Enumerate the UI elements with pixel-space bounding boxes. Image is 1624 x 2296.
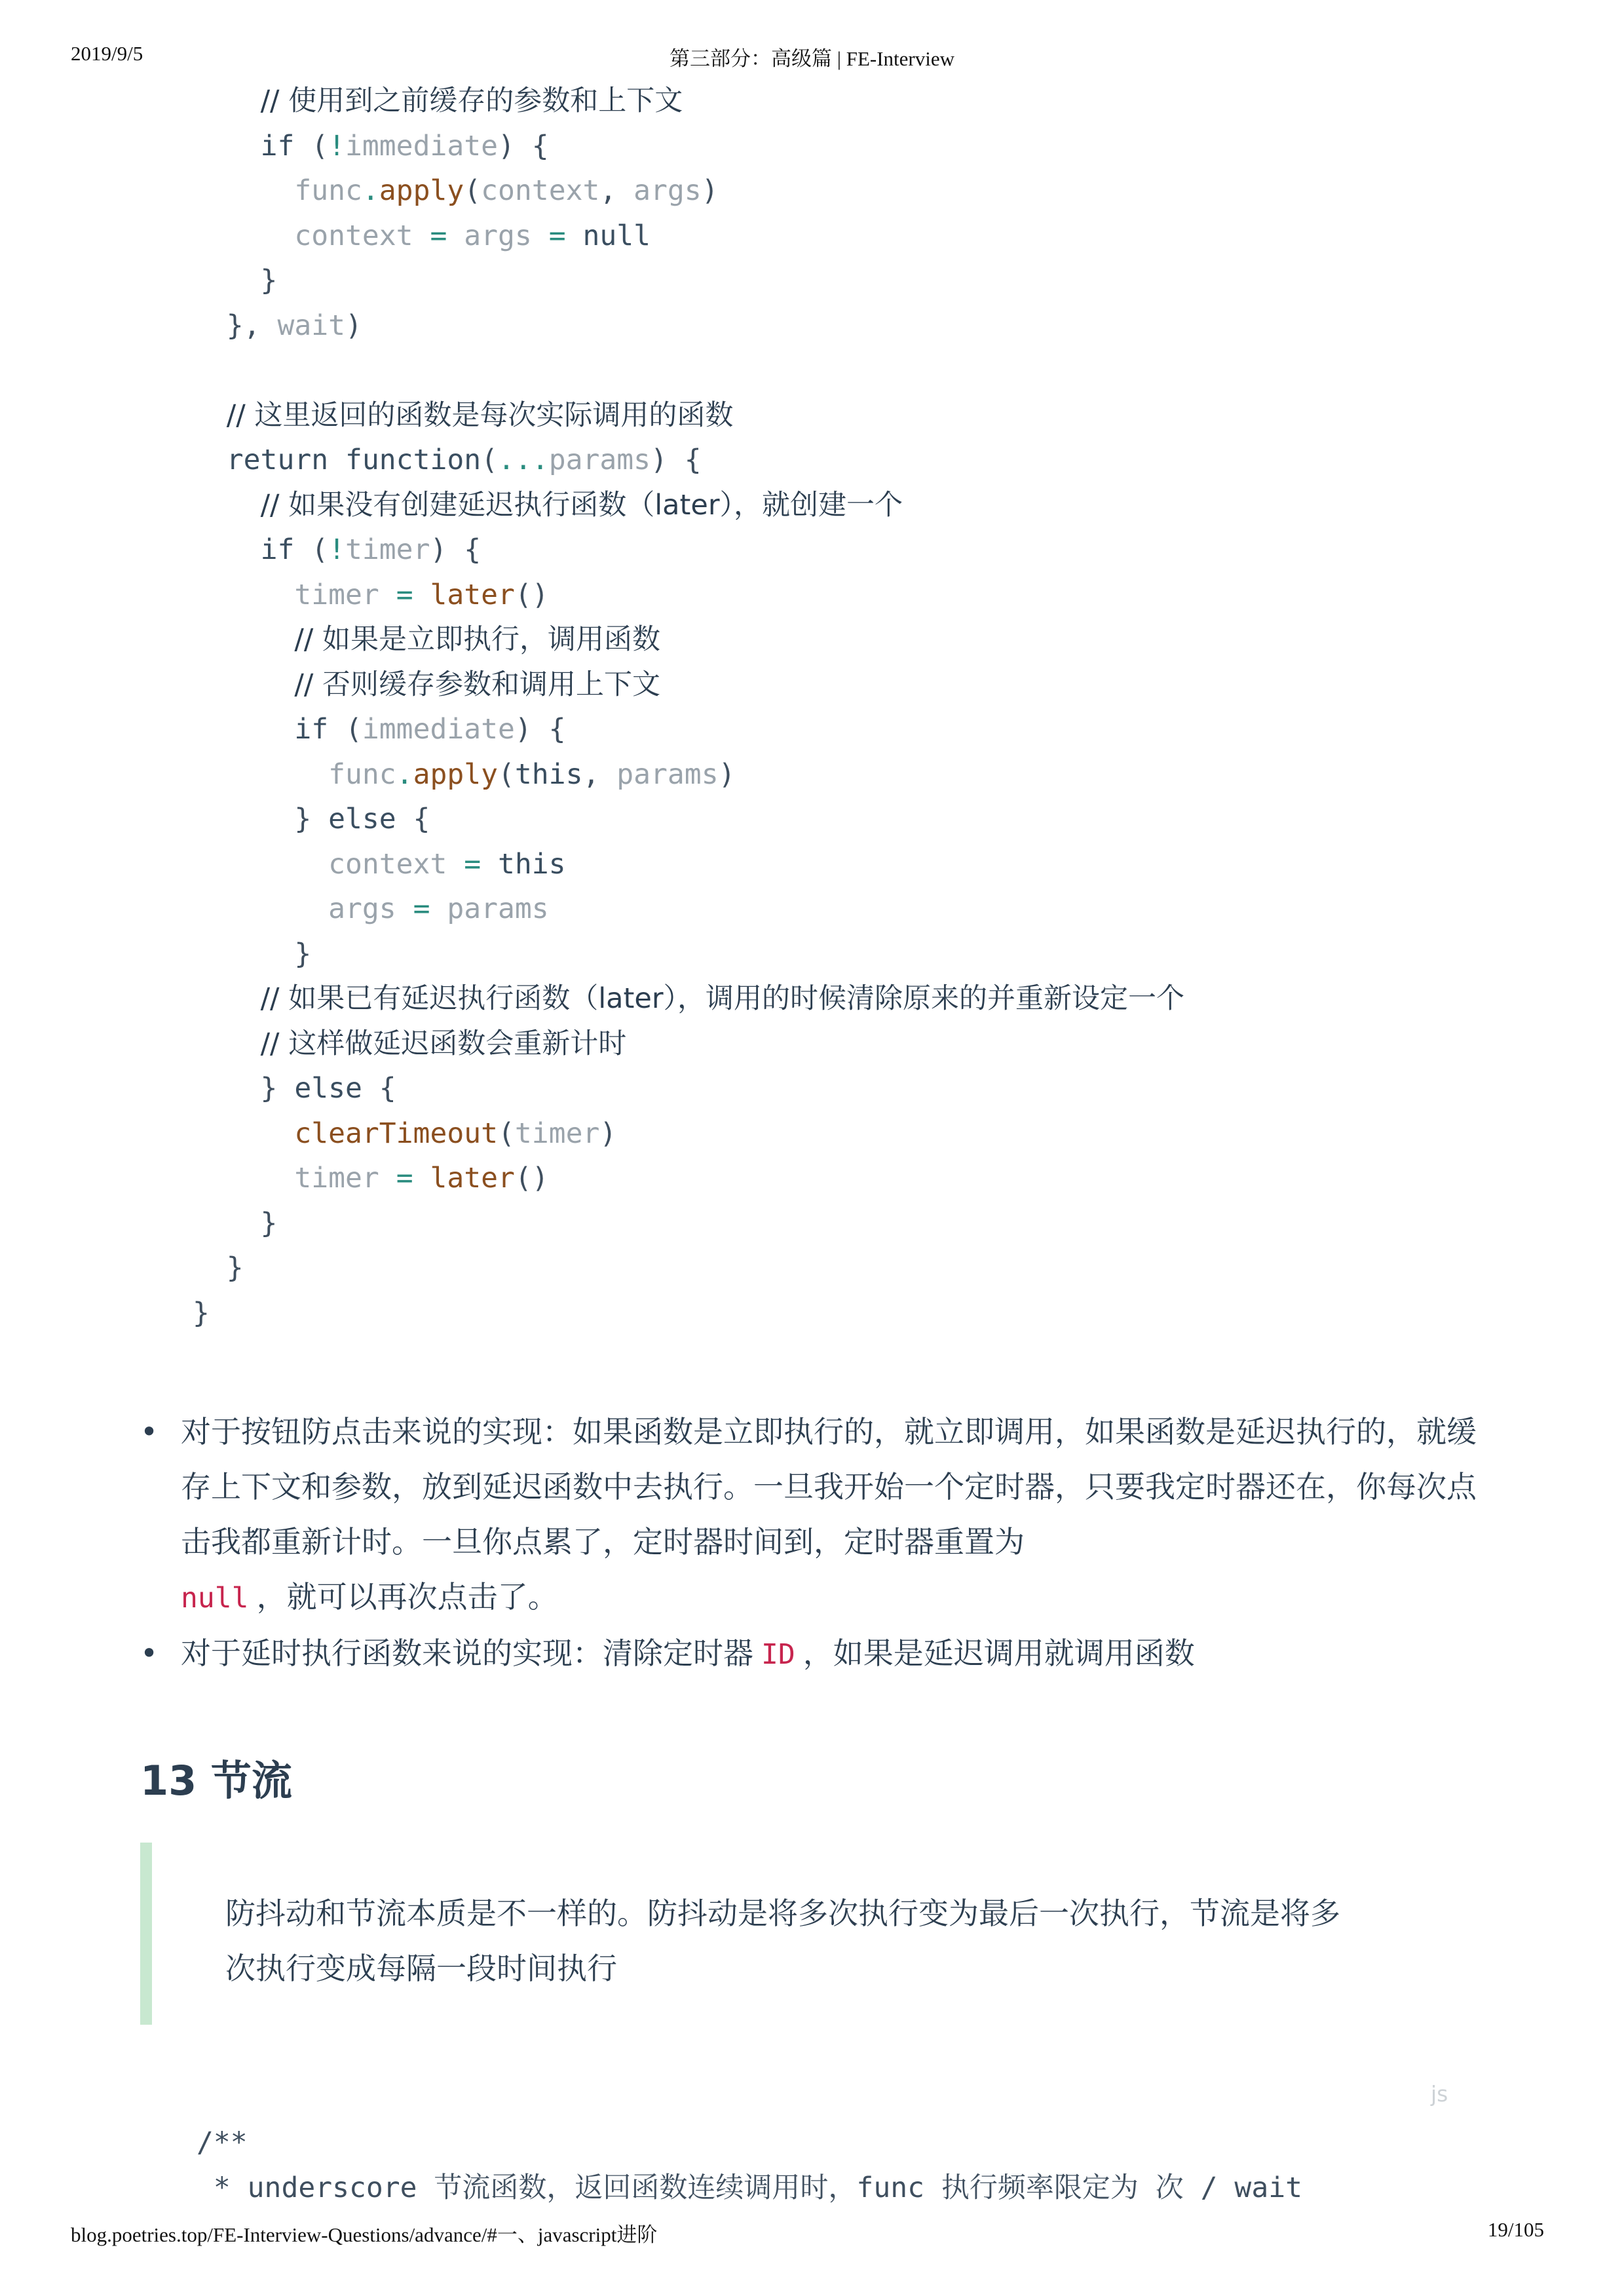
- code-line: } else {: [193, 803, 430, 835]
- code-line: }: [193, 1252, 244, 1284]
- code-line: // 使用到之前缓存的参数和上下文: [260, 85, 683, 117]
- code-block-throttle: [197, 2120, 1302, 2210]
- code-language-label: js: [1431, 2081, 1448, 2107]
- inline-code-null: null: [181, 1582, 249, 1615]
- bullet-text: 对于延时执行函数来说的实现：清除定时器: [181, 1636, 753, 1671]
- code-line: // 如果是立即执行，调用函数: [294, 623, 660, 656]
- code-line: * underscore 节流函数，返回函数连续调用时，func 执行频率限定为 次 / wait: [197, 2171, 1302, 2204]
- footer-url: blog.poetries.top/FE-Interview-Questions/advance/#一、javascript进阶: [71, 2223, 658, 2246]
- code-line: context = args = null: [294, 219, 651, 252]
- code-block-debounce: [193, 79, 1184, 1335]
- code-line: timer = later(): [294, 1162, 549, 1195]
- code-line: // 如果没有创建延迟执行函数（later），就创建一个: [260, 488, 903, 522]
- code-line: func.apply(context, args): [294, 174, 719, 207]
- code-line: }, wait): [193, 309, 362, 342]
- header-date: 2019/9/5: [71, 42, 143, 65]
- code-line: if (!timer) {: [260, 533, 482, 566]
- code-line: /**: [197, 2126, 248, 2159]
- code-line: if (!immediate) {: [260, 129, 549, 163]
- header-title: 第三部分：高级篇 | FE-Interview: [670, 47, 954, 70]
- code-line: args = params: [328, 892, 549, 925]
- blockquote-text: 防抖动和节流本质是不一样的。防抖动是将多次执行变为最后一次执行，节流是将多次执行变成每隔一段时间执行: [225, 1896, 1340, 1986]
- section-heading: 13 节流: [140, 1757, 292, 1805]
- code-line: // 如果已有延迟执行函数（later），调用的时候清除原来的并重新设定一个: [260, 982, 1184, 1015]
- code-line: // 否则缓存参数和调用上下文: [294, 668, 660, 701]
- footer-page-number: 19/105: [1487, 2218, 1544, 2241]
- code-line: }: [193, 1296, 210, 1330]
- list-item: [131, 1626, 1481, 1682]
- inline-code-id: ID: [761, 1638, 795, 1671]
- code-line: context = this: [328, 847, 566, 881]
- bullet-text: 对于按钮防点击来说的实现：如果函数是立即执行的，就立即调用，如果函数是延迟执行的，就缓存上下文和参数，放到延迟函数中去执行。一旦我开始一个定时器，只要我定时器还在，你每次点击我都重新计时。一旦你点累了，定时器时间到，定时器重置为: [181, 1414, 1477, 1559]
- code-line: }: [193, 1206, 278, 1240]
- code-line: // 这里返回的函数是每次实际调用的函数: [226, 398, 734, 432]
- blockquote: [140, 1843, 1385, 2025]
- bullet-list: [131, 1404, 1481, 1682]
- list-item: [131, 1404, 1481, 1626]
- code-line: return function(...params) {: [226, 444, 702, 476]
- bullet-text: ，就可以再次点击了。: [256, 1579, 558, 1615]
- code-line: func.apply(this, params): [328, 757, 736, 791]
- code-line: if (immediate) {: [294, 713, 566, 746]
- bullet-text: ，如果是延迟调用就调用函数: [803, 1636, 1195, 1671]
- code-line: // 这样做延迟函数会重新计时: [260, 1027, 627, 1060]
- code-line: }: [193, 937, 312, 970]
- code-line: timer = later(): [294, 578, 549, 611]
- code-line: } else {: [193, 1072, 396, 1105]
- code-line: clearTimeout(timer): [294, 1117, 617, 1150]
- code-line: }: [193, 264, 278, 297]
